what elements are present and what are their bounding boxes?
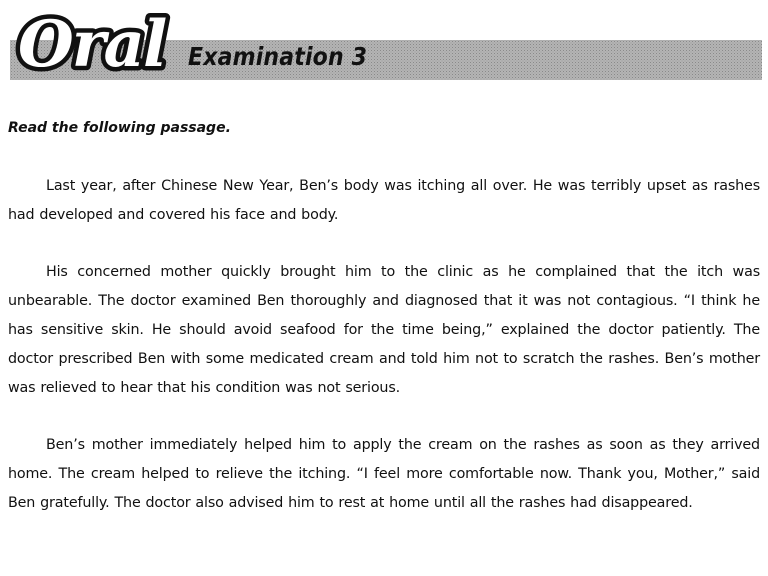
- passage-paragraph-3: Ben’s mother immediately helped him to apply the cream on the rashes as soon as they arrived home. The cream helped to relieve the itching. “I feel more comfortable now. Thank you, Mother,” said Ben gratefully. The doctor also advised him to rest at home until all the rashes had disappeared.: [8, 437, 760, 511]
- passage: [8, 172, 760, 546]
- instruction-text: Read the following passage.: [8, 120, 231, 136]
- passage-paragraph-1: Last year, after Chinese New Year, Ben’s body was itching all over. He was terribly upset as rashes had developed and covered his face and body.: [8, 178, 760, 223]
- passage-paragraph-2: His concerned mother quickly brought him to the clinic as he complained that the itch was unbearable. The doctor examined Ben thoroughly and diagnosed that it was not contagious. “I think he has sensitive skin. He should avoid seafood for the time being,” explained the doctor patiently. The doctor prescribed Ben with some medicated cream and told him not to scratch the rashes. Ben’s mother was relieved to hear that his condition was not serious.: [8, 264, 760, 396]
- page-header: [0, 0, 768, 80]
- oral-logo-text: Oral: [18, 7, 166, 78]
- exam-title: Examination 3: [188, 42, 368, 71]
- oral-logo: [14, 2, 189, 78]
